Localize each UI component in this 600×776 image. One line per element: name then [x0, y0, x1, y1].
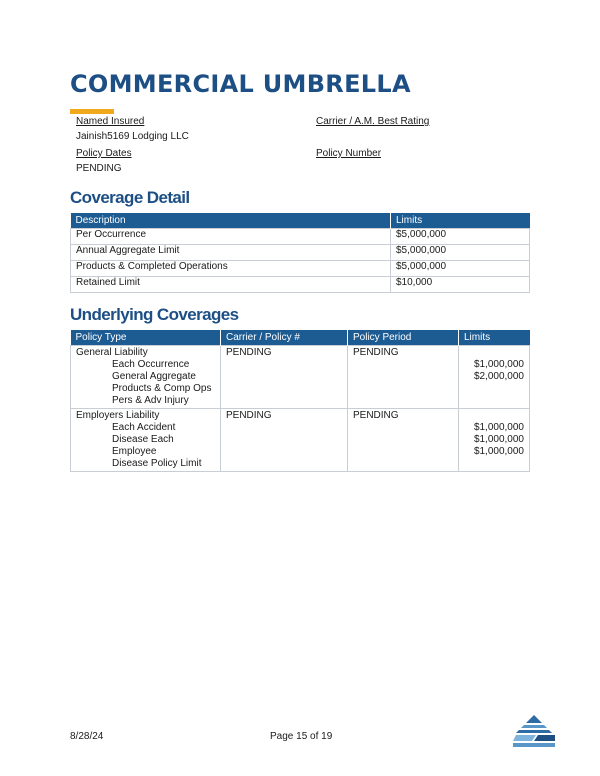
coverage-description: Products & Completed Operations: [71, 261, 391, 277]
sub-coverage: Disease Policy Limit: [112, 458, 202, 469]
column-header-limits: Limits: [391, 213, 530, 229]
policy-number-label: Policy Number: [316, 148, 382, 159]
table-header-row: [71, 213, 530, 229]
sub-coverage-limit: $1,000,000: [473, 422, 524, 433]
sub-coverage: Pers & Adv Injury: [112, 395, 189, 406]
footer-date: 8/28/24: [70, 731, 104, 742]
policy-type: General Liability: [76, 347, 148, 358]
policy-period-cell: PENDING: [348, 346, 459, 409]
carrier-policy-cell: PENDING: [221, 346, 348, 409]
column-header-description: Description: [71, 213, 391, 229]
underlying-coverages-heading: Underlying Coverages: [70, 305, 239, 324]
sub-coverage-limit: $2,000,000: [473, 371, 524, 382]
carrier-rating-label: Carrier / A.M. Best Rating: [316, 116, 430, 127]
column-header-carrier-policy: Carrier / Policy #: [221, 330, 348, 346]
coverage-limit: $5,000,000: [391, 245, 530, 261]
carrier-policy-cell: PENDING: [221, 409, 348, 472]
table-row: [71, 277, 530, 293]
coverage-description: Retained Limit: [71, 277, 391, 293]
policy-dates-value: PENDING: [76, 163, 122, 174]
coverage-description: Per Occurrence: [71, 229, 391, 245]
column-header-policy-type: Policy Type: [71, 330, 221, 346]
pyramid-logo-icon: [512, 714, 556, 748]
column-header-policy-period: Policy Period: [348, 330, 459, 346]
limits-cell: [459, 409, 530, 472]
policy-dates-label: Policy Dates: [76, 148, 132, 159]
sub-coverage-limit: $1,000,000: [473, 434, 524, 445]
limits-cell: [459, 346, 530, 409]
table-row: [71, 346, 530, 409]
policy-type: Employers Liability: [76, 410, 160, 421]
column-header-limits: Limits: [459, 330, 530, 346]
coverage-detail-table: [70, 213, 530, 293]
title-accent-rule: [70, 109, 114, 114]
table-row: [71, 409, 530, 472]
coverage-limit: $5,000,000: [391, 229, 530, 245]
footer-page-number: Page 15 of 19: [270, 731, 333, 742]
sub-coverage-limit: $1,000,000: [473, 359, 524, 370]
page-title: COMMERCIAL UMBRELLA: [70, 70, 411, 98]
underlying-coverages-table: [70, 330, 530, 472]
sub-coverage: Each Accident: [112, 422, 176, 433]
sub-coverage: Each Occurrence: [112, 359, 190, 370]
sub-coverage: General Aggregate: [112, 371, 196, 382]
policy-type-cell: [71, 409, 221, 472]
named-insured-label: Named Insured: [76, 116, 145, 127]
coverage-detail-heading: Coverage Detail: [70, 188, 190, 207]
sub-coverage-limit: $1,000,000: [473, 446, 524, 457]
policy-period-cell: PENDING: [348, 409, 459, 472]
table-row: [71, 245, 530, 261]
table-header-row: [71, 330, 530, 346]
table-row: [71, 229, 530, 245]
sub-coverage: Products & Comp Ops: [112, 383, 212, 394]
sub-coverage: Disease Each Employee: [112, 434, 174, 457]
policy-type-cell: [71, 346, 221, 409]
coverage-description: Annual Aggregate Limit: [71, 245, 391, 261]
coverage-limit: $10,000: [391, 277, 530, 293]
table-row: [71, 261, 530, 277]
named-insured-value: Jainish5169 Lodging LLC: [76, 131, 189, 142]
coverage-limit: $5,000,000: [391, 261, 530, 277]
